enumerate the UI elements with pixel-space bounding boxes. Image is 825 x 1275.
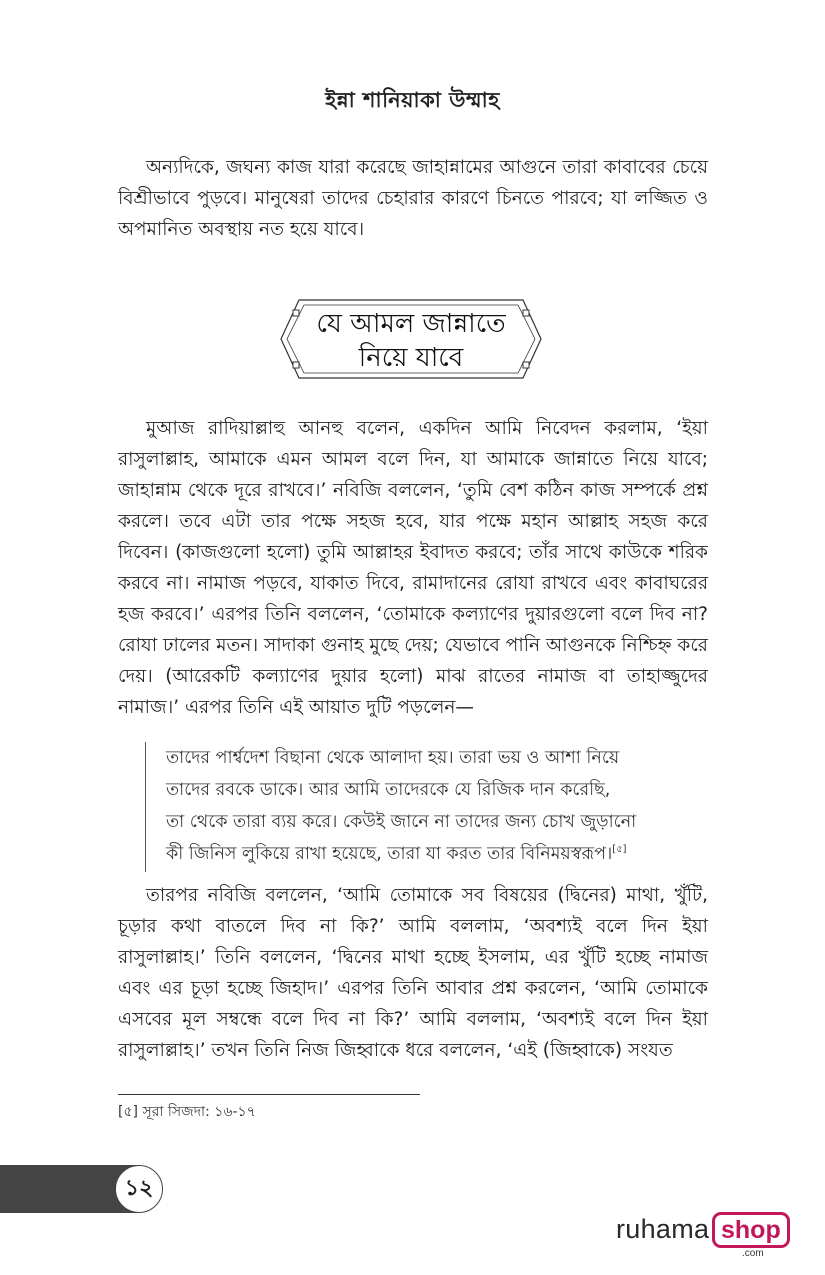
quote-line-2: তাদের রবকে ডাকে। আর আমি তাদেরকে যে রিজিক দান করেছি, bbox=[166, 780, 611, 800]
publisher-logo bbox=[616, 1212, 786, 1259]
paragraph-continuation: তারপর নবিজি বললেন, ‘আমি তোমাকে সব বিষয়ের (দ্বিনের) মাথা, খুঁটি, চূড়ার কথা বাতলে দিব না কি?’ আমি বললাম, ‘অবশ্যই বলে দিন ইয়া রাসুলাল্লাহ।’ তিনি বললেন, ‘দ্বিনের মাথা হচ্ছে ইসলাম, এর খুঁটি হচ্ছে নামাজ এবং এর চূড়া হচ্ছে জিহাদ।’ এরপর তিনি আবার প্রশ্ন করলেন, ‘আমি তোমাকে এসবের মূল সম্বন্ধে বলে দিব না কি?’ আমি বললাম, ‘অবশ্যই বলে দিন ইয়া রাসুলাল্লাহ।’ তখন তিনি নিজ জিহ্বাকে ধরে বললেন, ‘এই (জিহ্বাকে) সংযত bbox=[118, 885, 708, 1061]
quote-line-4 bbox=[166, 838, 726, 870]
footnote-reference: [৫] bbox=[612, 844, 627, 856]
paragraph-hadith: মুআজ রাদিয়াল্লাহু আনহু বলেন, একদিন আমি নিবেদন করলাম, ‘ইয়া রাসুলাল্লাহ, আমাকে এমন আমল বলে দিন, যা আমাকে জান্নাতে নিয়ে যাবে; জাহান্নাম থেকে দূরে রাখবে।’ নবিজি বললেন, ‘তুমি বেশ কঠিন কাজ সম্পর্কে প্রশ্ন করলে। তবে এটা তার পক্ষে সহজ হবে, যার পক্ষে মহান আল্লাহ সহজ করে দিবেন। (কাজগুলো হলো) তুমি আল্লাহর ইবাদত করবে; তাঁর সাথে কাউকে শরিক করবে না। নামাজ পড়বে, যাকাত দিবে, রামাদানের রোযা রাখবে এবং কাবাঘরের হজ করবে।’ এরপর তিনি বললেন, ‘তোমাকে কল্যাণের দুয়ারগুলো বলে দিব না? রোযা ঢালের মতন। সাদাকা গুনাহ মুছে দেয়; যেভাবে পানি আগুনকে নিশ্চিহ্ন করে দেয়। (আরেকটি কল্যাণের দুয়ার হলো) মাঝ রাতের নামাজ বা তাহাজ্জুদের নামাজ।’ এরপর তিনি এই আয়াত দুটি পড়লেন— bbox=[118, 418, 708, 718]
logo-text-shop: shop bbox=[712, 1212, 790, 1248]
quran-quote-block bbox=[145, 742, 726, 872]
quote-line-1: তাদের পার্শ্বদেশ বিছানা থেকে আলাদা হয়। তারা ভয় ও আশা নিয়ে bbox=[166, 748, 620, 768]
section-title-line-1: যে আমল জান্নাতে bbox=[316, 309, 506, 339]
footnote: [৫] সূরা সিজদা: ১৬-১৭ bbox=[118, 1104, 256, 1120]
section-title-line-2: নিয়ে যাবে bbox=[358, 343, 464, 373]
section-title bbox=[277, 307, 545, 375]
page-number: ১২ bbox=[115, 1165, 163, 1213]
paragraph-intro: অন্যদিকে, জঘন্য কাজ যারা করেছে জাহান্নামের আগুনে তারা কাবাবের চেয়ে বিশ্রীভাবে পুড়বে। মানুষেরা তাদের চেহারার কারণে চিনতে পারবে; যা লজ্জিত ও অপমানিত অবস্থায় নত হয়ে যাবে। bbox=[118, 157, 708, 240]
running-header: ইন্না শানিয়াকা উম্মাহ bbox=[325, 88, 500, 112]
quote-line-3: তা থেকে তারা ব্যয় করে। কেউই জানে না তাদের জন্য চোখ জুড়ানো bbox=[166, 812, 637, 832]
quote-line-4-text: কী জিনিস লুকিয়ে রাখা হয়েছে, তারা যা করত তার বিনিময়স্বরূপ। bbox=[166, 844, 613, 864]
footnote-divider bbox=[118, 1094, 420, 1095]
section-title-frame bbox=[277, 296, 545, 382]
logo-text-ruhama: ruhama bbox=[616, 1214, 710, 1244]
logo-text-domain: .com bbox=[742, 1248, 764, 1259]
